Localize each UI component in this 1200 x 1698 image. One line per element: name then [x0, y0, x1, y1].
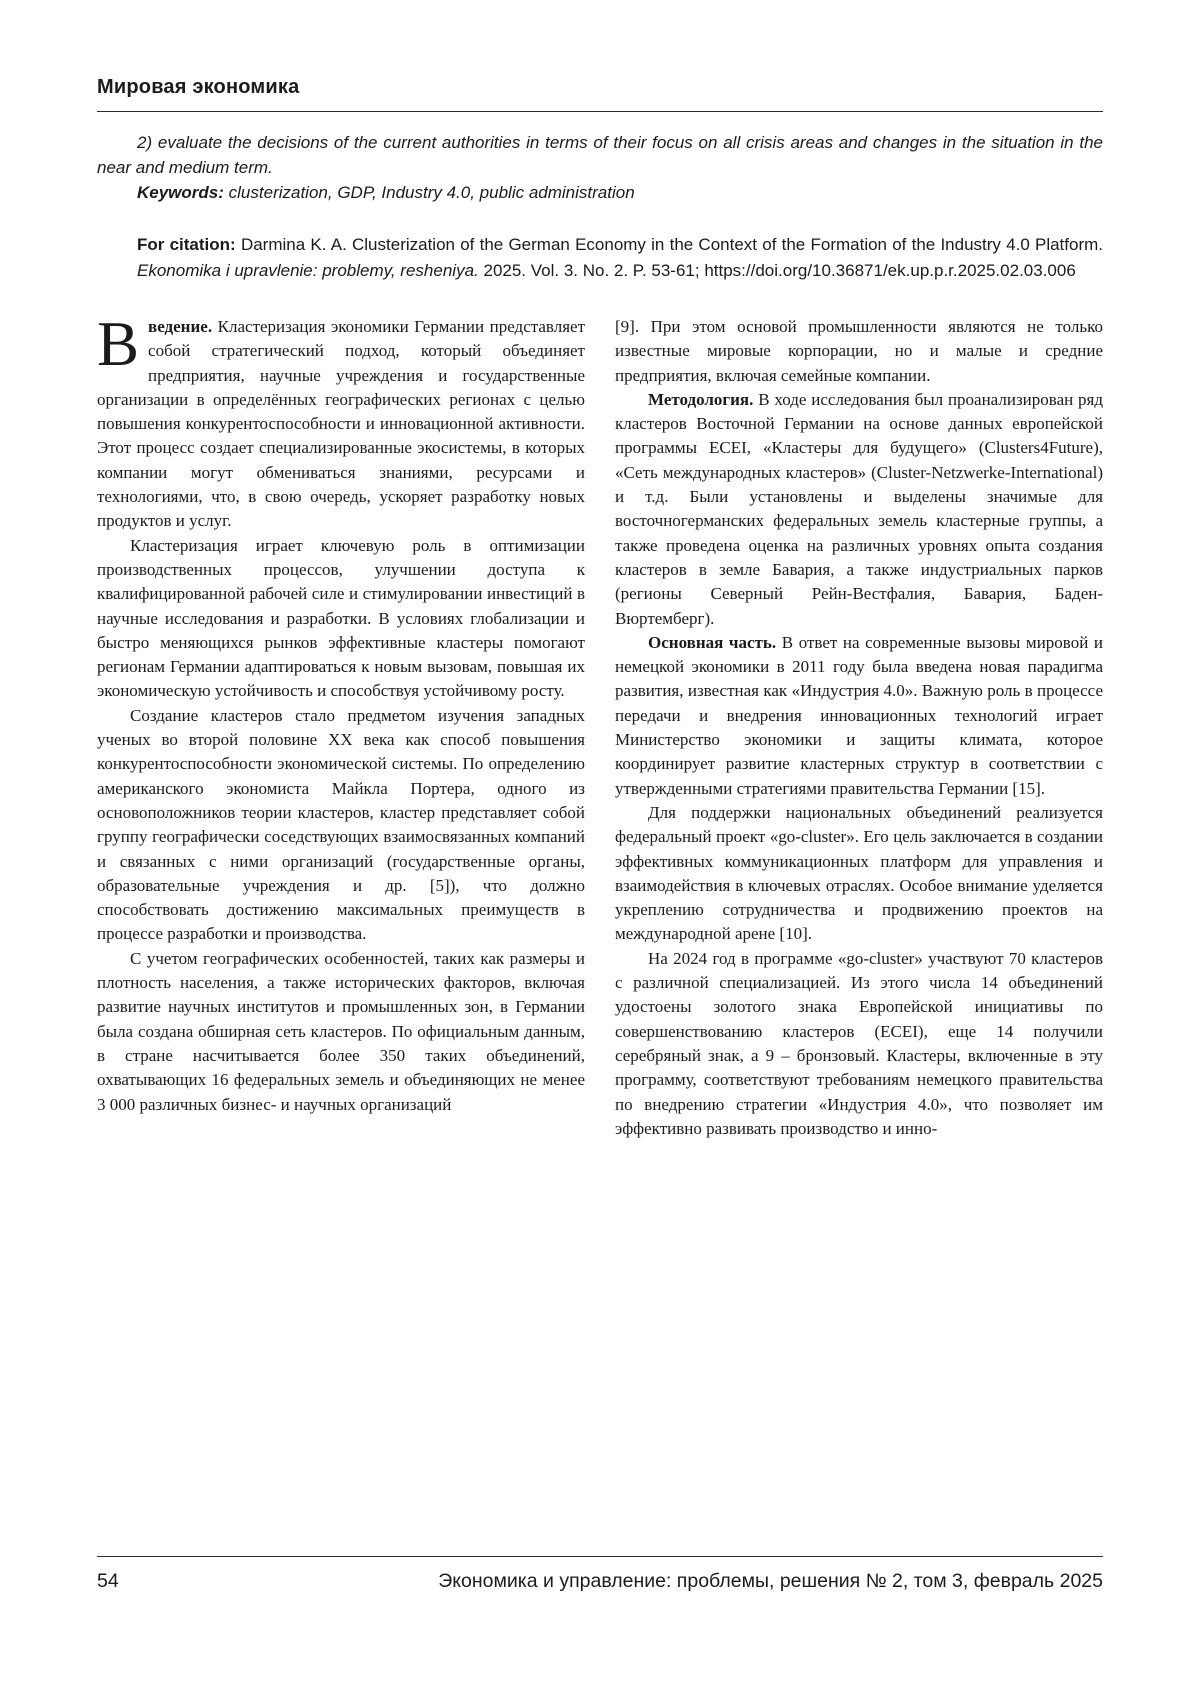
- keywords-label: Keywords:: [137, 183, 224, 202]
- keywords-line: [97, 180, 1103, 205]
- citation-journal-title: Ekonomika i upravlenie: problemy, resheniya.: [137, 260, 479, 280]
- page-footer: [97, 1556, 1103, 1593]
- abstract-text: 2) evaluate the decisions of the current authorities in terms of their focus on all crisis areas and changes in the situation in the near and medium term.: [97, 133, 1103, 177]
- body-paragraph: Основная часть. В ответ на современные вызовы мировой и немецкой экономики в 2011 году была введена новая парадигма развития, известная как «Индустрия 4.0». Важную роль в процессе передачи и внедрения инновационных технологий играет Министерство экономики и защиты климата, которое координирует развитие кластерных структур в соответствии с утвержденными стратегиями правительства Германии [15].: [615, 632, 1103, 798]
- body-paragraph: На 2024 год в программе «go-cluster» участвуют 70 кластеров с различной специализацией. Из этого числа 14 объединений удостоены золотого знака Европейской инициативы по совершенствованию кластеров (ECEI), еще 14 получили серебряный знак, а 9 – бронзовый. Кластеры, включенные в эту программу, соответствуют требованиям немецкого правительства по внедрению стратегии «Индустрия 4.0», что позволяет им эффективно развивать производство и инно-: [615, 948, 1103, 1138]
- body-paragraph: С учетом географических особенностей, таких как размеры и плотность населения, а также исторических факторов, включая развитие научных институтов и промышленных зон, в Германии была создана обширная сеть кластеров. По официальным данным, в стране насчитывается более 350 таких объединений, охватывающих 16 федеральных земель и объединяющих не менее 3 000 различных бизнес- и научных организаций: [97, 948, 585, 1114]
- right-column: [615, 315, 1103, 1141]
- paragraph-lead: Методология.: [648, 389, 754, 409]
- body-paragraph: Кластеризация играет ключевую роль в оптимизации производственных процессов, улучшении доступа к квалифицированной рабочей силе и стимулировании инвестиций в научные исследования и разработки. В условиях глобализации и быстро меняющихся рынков эффективные кластеры помогают регионам Германии адаптироваться к новым вызовам, повышая их экономическую устойчивость и способствуя устойчивому росту.: [97, 535, 585, 701]
- article-body: [97, 309, 1104, 1141]
- citation-text-before-journal: Darmina K. A. Clusterization of the German Economy in the Context of the Formation of the Industry 4.0 Platform.: [240, 235, 1103, 254]
- body-paragraph: Введение. Кластеризация экономики Германии представляет собой стратегический подход, который объединяет предприятия, научные учреждения и государственные организации в определённых географических регионах с целью повышения конкурентоспособности и инновационной активности. Этот процесс создает специализированные экосистемы, в которых компании могут обмениваться знаниями, ресурсами и технологиями, что, в свою очередь, ускоряет разработку новых продуктов и услуг.: [97, 309, 585, 531]
- drop-cap: В: [97, 309, 140, 379]
- paragraph-lead: ведение.: [148, 317, 213, 336]
- citation-label: For citation:: [137, 235, 236, 254]
- footer-journal-line: Экономика и управление: проблемы, решения № 2, том 3, февраль 2025: [438, 1570, 1103, 1592]
- body-paragraph: Методология. В ходе исследования был проанализирован ряд кластеров Восточной Германии на основе данных европейской программы ECEI, «Кластеры для будущего» (Clusters4Future), «Сеть международных кластеров» (Cluster-Netzwerke-International) и т.д. Были установлены и выделены значимые для восточногерманских федеральных земель кластерные группы, а также проведена оценка на различных уровнях опыта создания кластеров в земле Бавария, а также индустриальных парков (регионы Северный Рейн-Вестфалия, Бавария, Баден-Вюртемберг).: [615, 389, 1104, 628]
- section-heading: Мировая экономика: [97, 76, 1103, 112]
- body-paragraph: [9]. При этом основой промышленности являются не только известные мировые корпорации, но и малые и средние предприятия, включая семейные компании.: [615, 317, 1103, 385]
- paragraph-lead: Основная часть.: [648, 632, 777, 652]
- left-column: [97, 309, 585, 1141]
- citation-block: [137, 232, 1103, 283]
- citation-text-after-journal: 2025. Vol. 3. No. 2. P. 53-61; https://doi.org/10.36871/ek.up.p.r.2025.02.03.006: [483, 260, 1076, 280]
- body-paragraph: Создание кластеров стало предметом изучения западных ученых во второй половине XX века как способ повышения конкурентоспособности экономической системы. По определению американского экономиста Майкла Портера, одного из основоположников теории кластеров, кластер представляет собой группу географически соседствующих взаимосвязанных компаний и связанных с ними организаций (государственные органы, образовательные учреждения и др. [5]), что должно способствовать достижению максимальных преимуществ в процессе разработки и производства.: [97, 705, 585, 944]
- keywords-text: clusterization, GDP, Industry 4.0, public administration: [228, 183, 635, 202]
- page-number: 54: [97, 1570, 119, 1592]
- body-paragraph: Для поддержки национальных объединений реализуется федеральный проект «go-cluster». Его цель заключается в создании эффективных коммуникационных платформ для управления и взаимодействия в ключевых отраслях. Особое внимание уделяется укреплению сотрудничества и продвижению проектов на международной арене [10].: [615, 802, 1103, 944]
